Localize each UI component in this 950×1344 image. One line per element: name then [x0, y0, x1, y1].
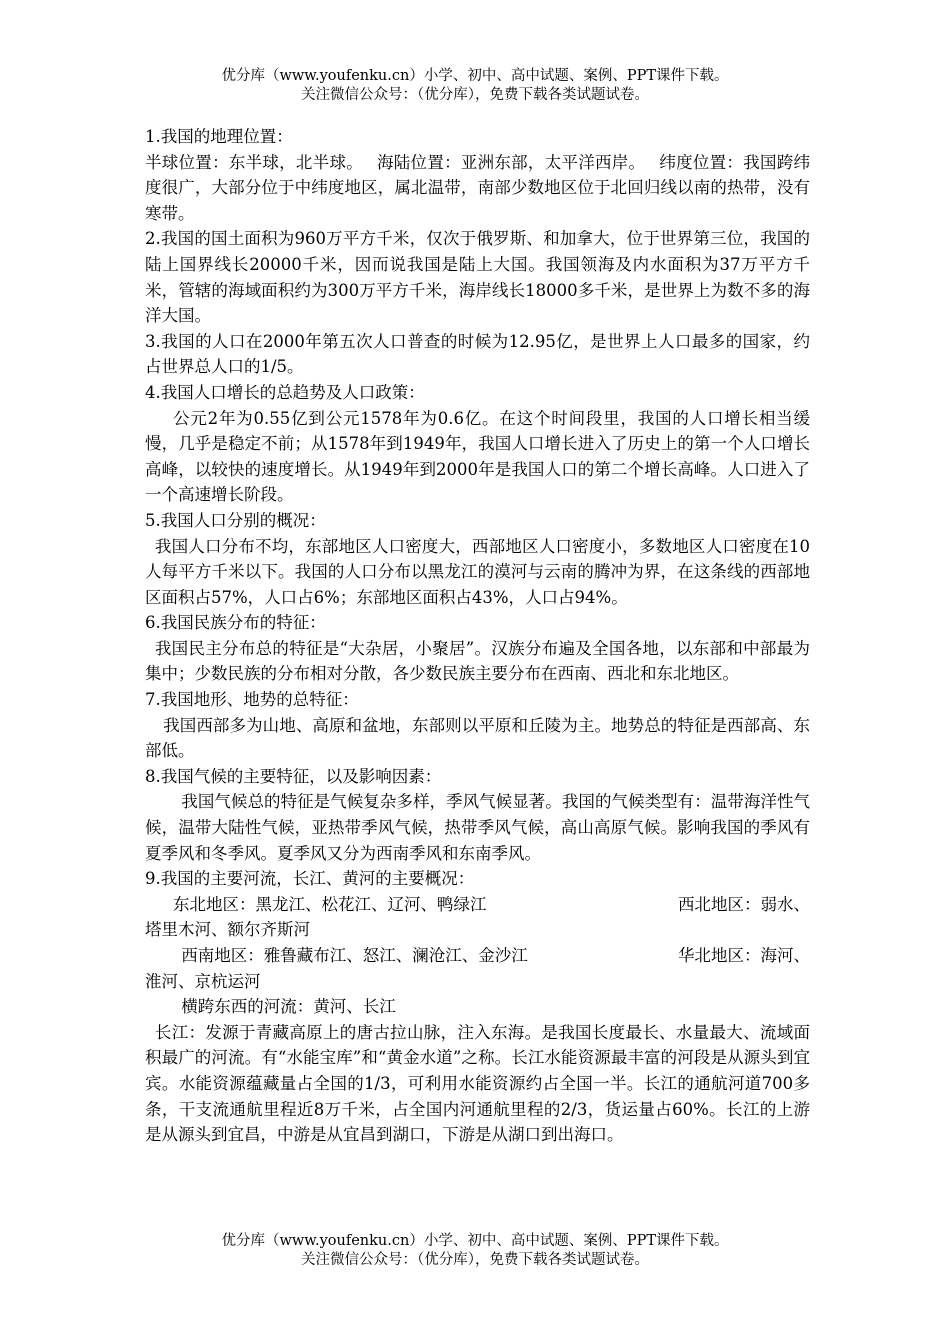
- page-footer: [0, 1232, 950, 1270]
- rivers-row-1: [145, 892, 810, 918]
- rivers-north: 华北地区：海河、: [678, 946, 810, 965]
- rivers-southwest: 西南地区：雅鲁藏布江、怒江、澜沧江、金沙江: [181, 946, 528, 965]
- section-7-title: 7.我国地形、地势的总特征：: [145, 690, 359, 710]
- header-line-1: 优分库（www.youfenku.cn）小学、初中、高中试题、案例、PPT课件下载。: [221, 68, 729, 84]
- section-6-title: 6.我国民族分布的特征：: [145, 613, 326, 633]
- section-5-title: 5.我国人口分别的概况：: [145, 510, 326, 530]
- rivers-northwest: 西北地区：弱水、: [678, 894, 810, 914]
- header-line-2: 关注微信公众号：（优分库），免费下载各类试题试卷。: [301, 87, 649, 103]
- rivers-east-west: 横跨东西的河流：黄河、长江: [181, 997, 396, 1017]
- footer-line-1: 优分库（www.youfenku.cn）小学、初中、高中试题、案例、PPT课件下载。: [221, 1233, 729, 1249]
- yangtze-description: 长江：发源于青藏高原上的唐古拉山脉，注入东海。是我国长度最长、水量最大、流域面积最广的河流。有“水能宝库”和“黄金水道”之称。长江水能资源最丰富的河段是从源头到宜宾。水能资源蕴藏量占全国的1/3，可利用水能资源约占全国一半。长江的通航河道700多条，干支流通航里程近8万千米，占全国内河通航里程的2/3，货运量占60%。长江的上游是从源头到宜昌，中游是从宜昌到湖口，下游是从湖口到出海口。: [145, 1022, 810, 1145]
- rivers-northeast: 东北地区：黑龙江、松花江、辽河、鸭绿江: [173, 894, 487, 914]
- rivers-northwest-cont: 塔里木河、额尔齐斯河: [145, 920, 310, 940]
- section-8-body: 我国气候总的特征是气候复杂多样，季风气候显著。我国的气候类型有：温带海洋性气候，温带大陆性气候，亚热带季风气候，热带季风气候，高山高原气候。影响我国的季风有夏季风和冬季风。夏季风又分为西南季风和东南季风。: [145, 792, 810, 863]
- rivers-north-cont: 淮河、京杭运河: [145, 971, 261, 991]
- rivers-row-2: [145, 943, 810, 969]
- section-5-body: 我国人口分布不均，东部地区人口密度大，西部地区人口密度小，多数地区人口密度在10人每平方千米以下。我国的人口分布以黑龙江的漠河与云南的腾冲为界，在这条线的西部地区面积占57%，人口占6%；东部地区面积占43%，人口占94%。: [145, 536, 810, 607]
- section-1-title: 1.我国的地理位置：: [145, 127, 293, 146]
- section-6-body: 我国民主分布总的特征是“大杂居，小聚居”。汉族分布遍及全国各地，以东部和中部最为集中；少数民族的分布相对分散，各少数民族主要分布在西南、西北和东北地区。: [145, 638, 810, 684]
- section-8-title: 8.我国气候的主要特征，以及影响因素：: [145, 766, 442, 786]
- page-header: [0, 67, 950, 105]
- footer-line-2: 关注微信公众号：（优分库），免费下载各类试题试卷。: [301, 1252, 649, 1268]
- section-3-body: 3.我国的人口在2000年第五次人口普查的时候为12.95亿，是世界上人口最多的国家，约占世界总人口的1/5。: [145, 331, 810, 377]
- section-4-body: 公元2年为0.55亿到公元1578年为0.6亿。在这个时间段里，我国的人口增长相当缓慢，几乎是稳定不前；从1578年到1949年，我国人口增长进入了历史上的第一个人口增长高峰，以较快的速度增长。从1949年到2000年是我国人口的第二个增长高峰。人口进入了一个高速增长阶段。: [145, 408, 810, 505]
- section-4-title: 4.我国人口增长的总趋势及人口政策：: [145, 382, 425, 402]
- section-9-title: 9.我国的主要河流，长江、黄河的主要概况：: [145, 869, 475, 889]
- document-body: [145, 124, 810, 1148]
- section-7-body: 我国西部多为山地、高原和盆地，东部则以平原和丘陵为主。地势总的特征是西部高、东部低。: [145, 715, 810, 761]
- section-1-body: 半球位置：东半球，北半球。 海陆位置：亚洲东部，太平洋西岸。 纬度位置：我国跨纬度很广，大部分位于中纬度地区，属北温带，南部少数地区位于北回归线以南的热带，没有寒带。: [145, 152, 810, 223]
- section-2-body: 2.我国的国土面积为960万平方千米，仅次于俄罗斯、和加拿大，位于世界第三位，我国的陆上国界线长20000千米，因而说我国是陆上大国。我国领海及内水面积为37万平方千米，管辖的海域面积约为300万平方千米，海岸线长18000多千米，是世界上为数不多的海洋大国。: [145, 229, 810, 326]
